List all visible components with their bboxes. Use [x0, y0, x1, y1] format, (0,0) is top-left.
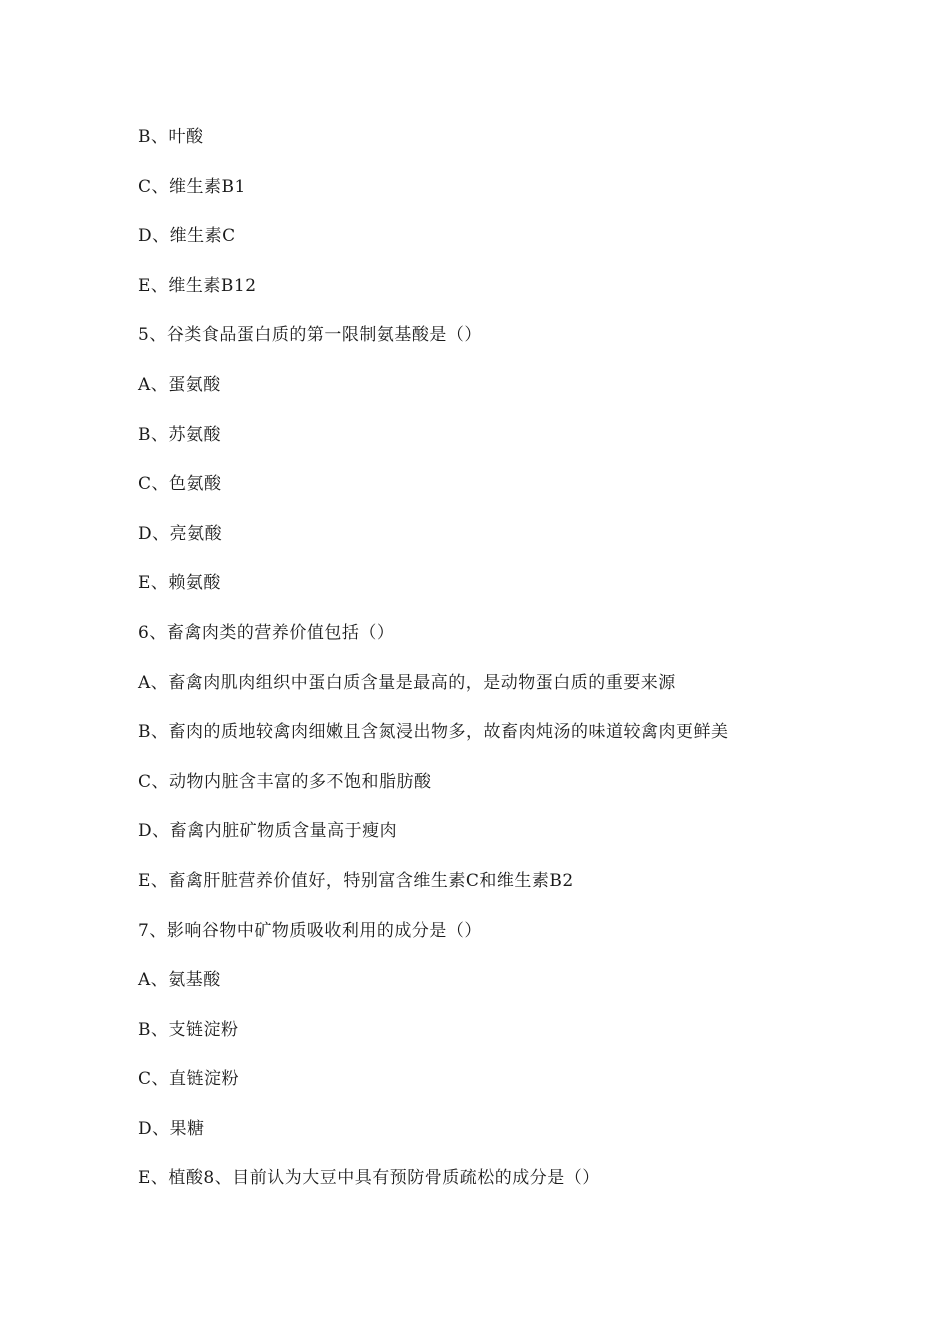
option-line: A、氨基酸 [138, 970, 221, 991]
option-line: A、蛋氨酸 [138, 374, 221, 395]
option-line: D、亮氨酸 [138, 523, 223, 544]
option-line: C、动物内脏含丰富的多不饱和脂肪酸 [138, 771, 432, 792]
question-line: 5、谷类食品蛋白质的第一限制氨基酸是（） [138, 325, 482, 346]
option-line: C、直链淀粉 [138, 1069, 240, 1090]
option-line: D、果糖 [138, 1118, 205, 1139]
option-line: C、维生素B1 [138, 176, 246, 197]
option-line: B、支链淀粉 [138, 1019, 239, 1040]
option-line: E、维生素B12 [138, 275, 257, 296]
option-line: B、畜肉的质地较禽肉细嫩且含氮浸出物多，故畜肉炖汤的味道较禽肉更鲜美 [138, 722, 729, 743]
option-line: E、赖氨酸 [138, 573, 221, 594]
question-line: 7、影响谷物中矿物质吸收利用的成分是（） [138, 920, 482, 941]
question-line: 6、畜禽肉类的营养价值包括（） [138, 622, 395, 643]
option-line: E、畜禽肝脏营养价值好，特别富含维生素C和维生素B2 [138, 870, 574, 891]
option-line: A、畜禽肉肌肉组织中蛋白质含量是最高的，是动物蛋白质的重要来源 [138, 672, 676, 693]
option-line: D、维生素C [138, 226, 236, 247]
option-line: C、色氨酸 [138, 474, 222, 495]
option-line: B、苏氨酸 [138, 424, 221, 445]
option-line: D、畜禽内脏矿物质含量高于瘦肉 [138, 821, 398, 842]
option-line: E、植酸8、目前认为大豆中具有预防骨质疏松的成分是（） [138, 1168, 600, 1189]
option-line: B、叶酸 [138, 127, 204, 147]
question-text-block [138, 122, 898, 1213]
